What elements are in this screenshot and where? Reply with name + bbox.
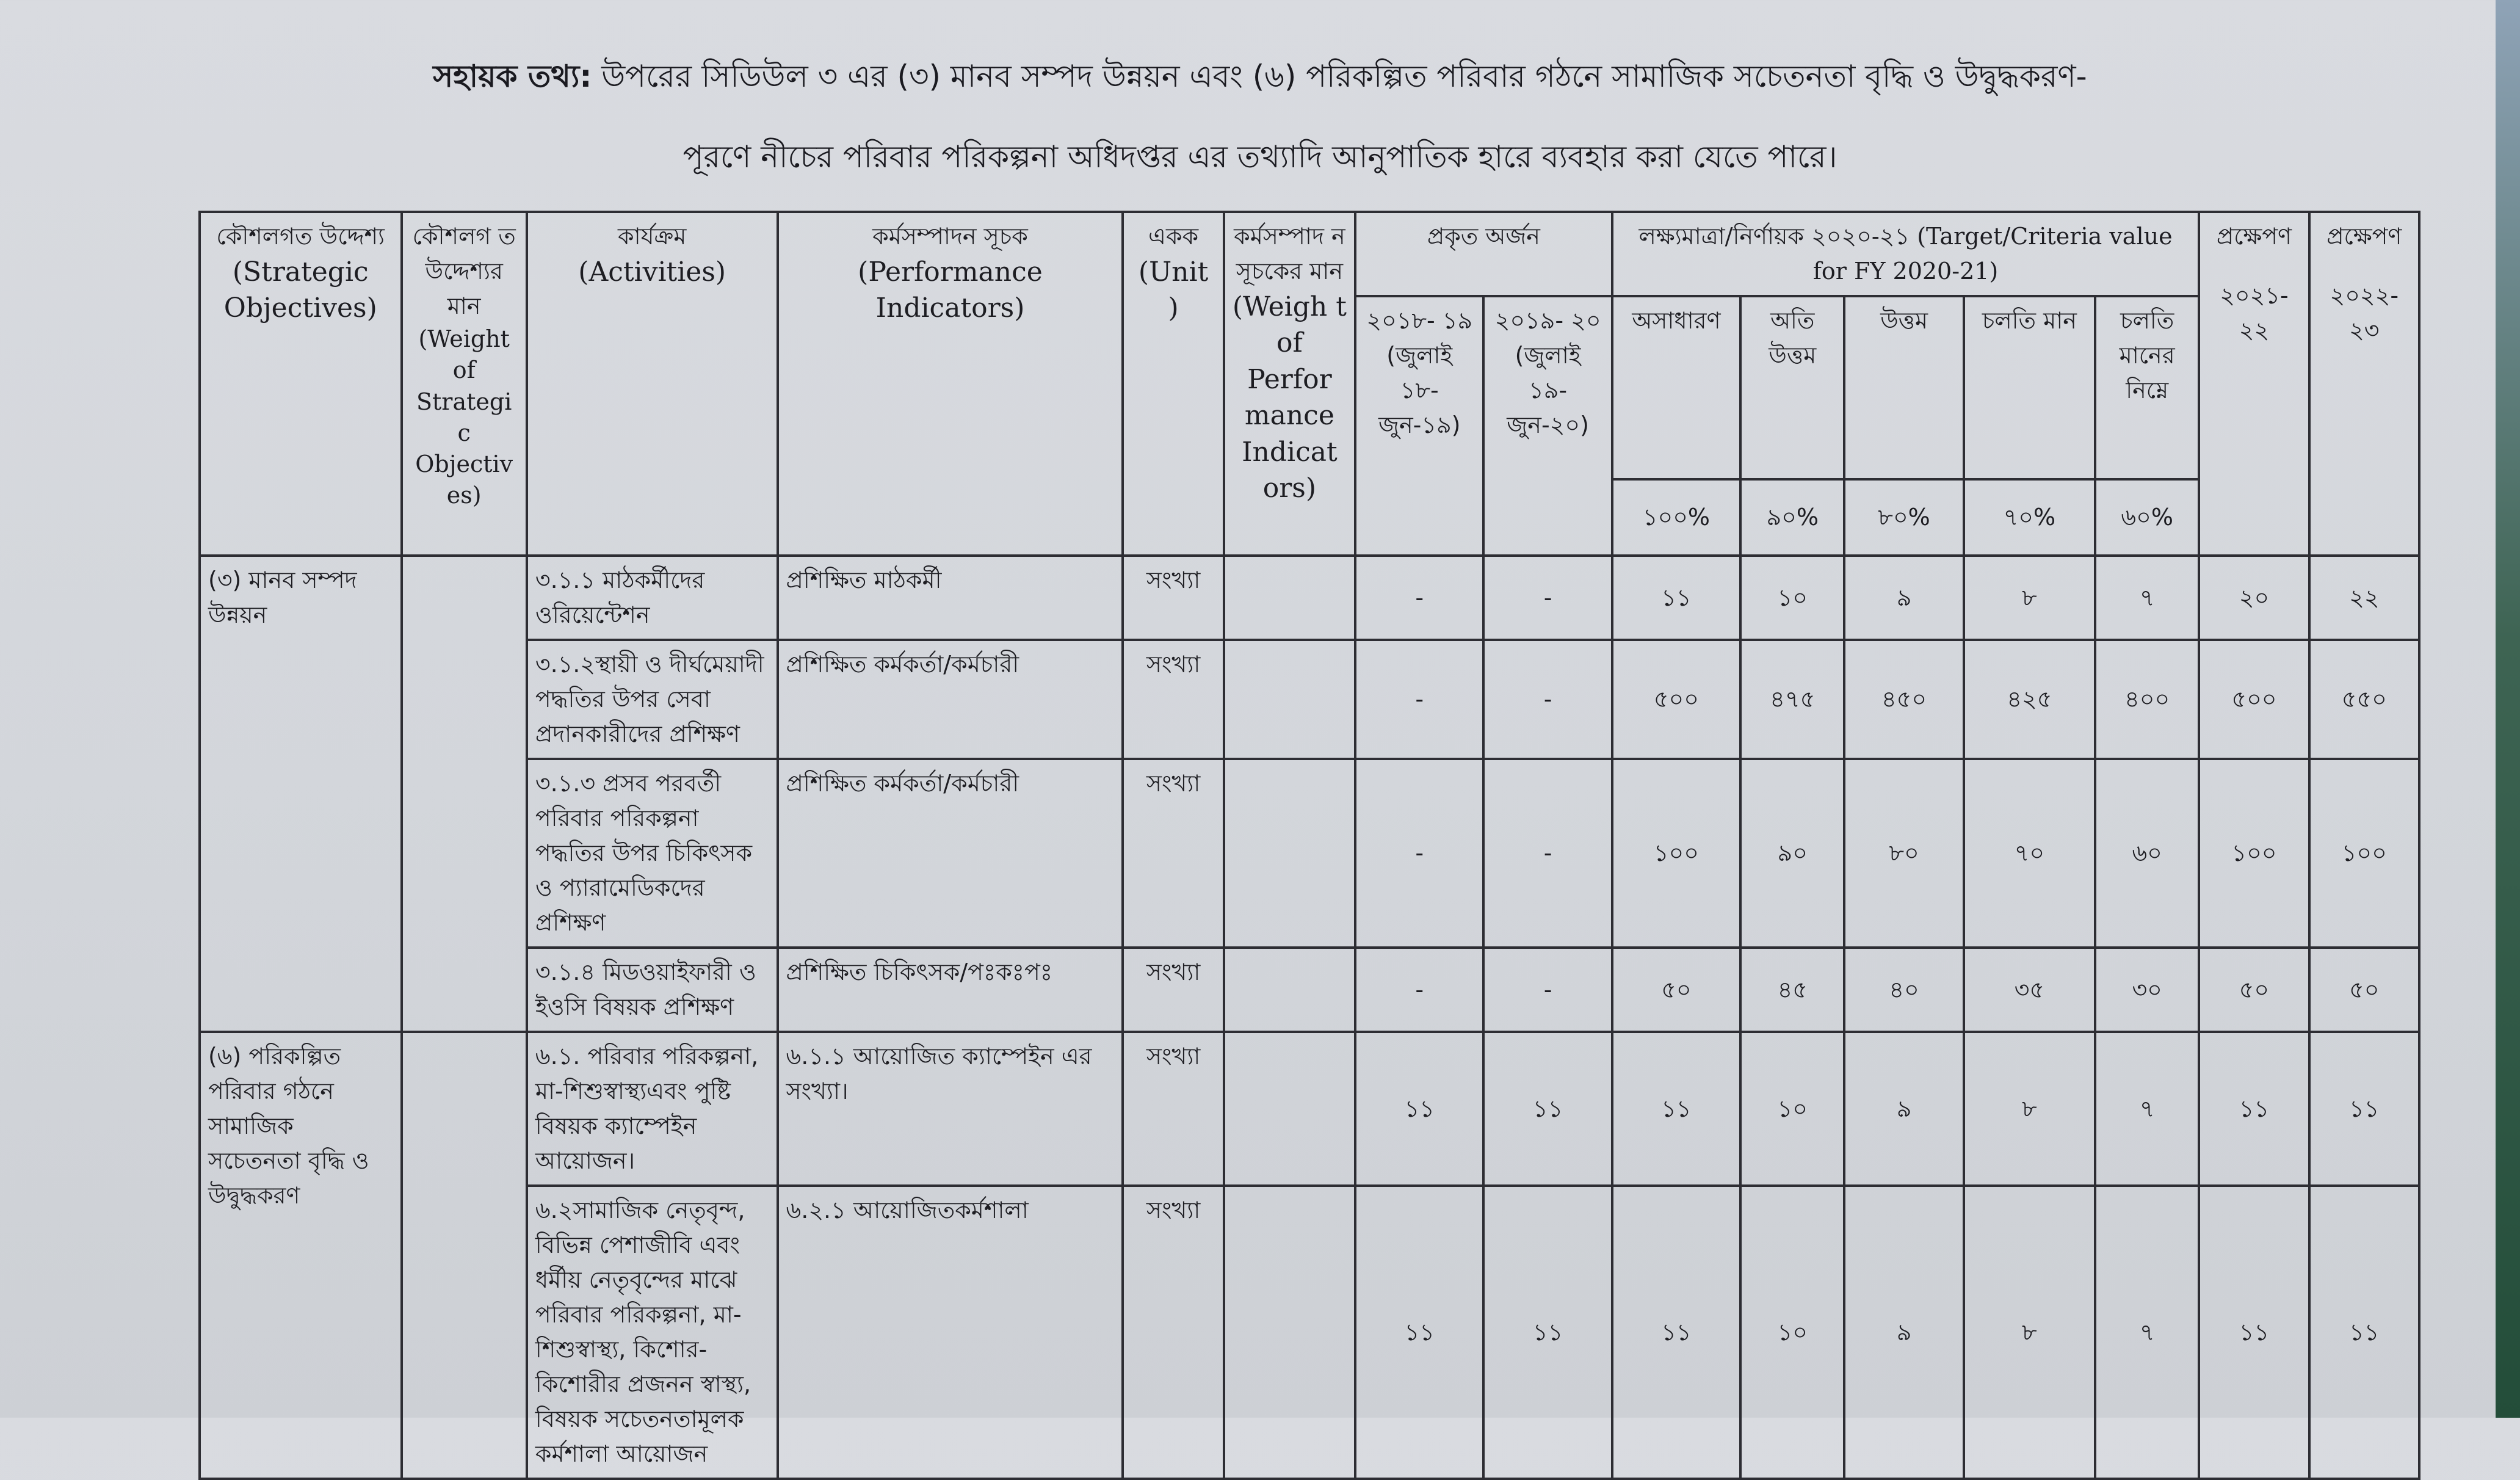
unit-cell: সংখ্যা xyxy=(1123,640,1223,759)
col-performance-indicators xyxy=(778,212,1123,556)
value-cell: ১০ xyxy=(1740,556,1844,640)
col-projection-1 xyxy=(2199,212,2309,556)
col-actual-2018-19: ২০১৮- ১৯ (জুলাই ১৮- জুন-১৯) xyxy=(1355,296,1483,556)
col-actual-2019-20: ২০১৯- ২০ (জুলাই ১৯- জুন-২০) xyxy=(1483,296,1612,556)
unit-cell: সংখ্যা xyxy=(1123,759,1223,948)
col-indicator-weight xyxy=(1224,212,1355,556)
value-cell: ৫০ xyxy=(2199,948,2309,1032)
col-fair: চলতি মান xyxy=(1964,296,2095,479)
value-cell: ৫০০ xyxy=(1612,640,1740,759)
objective-cell: (৩) মানব সম্পদ উন্নয়ন xyxy=(200,556,402,1032)
value-cell: ৬০ xyxy=(2095,759,2199,948)
table-row xyxy=(200,556,2419,640)
col-projection-2-label: প্রক্ষেপণ xyxy=(2326,223,2402,250)
col-performance-indicators-en: (Performance Indicators) xyxy=(858,256,1043,324)
unit-cell: সংখ্যা xyxy=(1123,1186,1223,1479)
value-cell: ১১ xyxy=(1612,1032,1740,1186)
col-very-good: অতি উত্তম xyxy=(1740,296,1844,479)
indicator-weight-cell xyxy=(1224,640,1355,759)
col-indicator-weight-en: (Weigh t of Perfor mance Indicat ors) xyxy=(1232,291,1347,504)
value-cell: ৭ xyxy=(2095,1186,2199,1479)
value-cell: ২২ xyxy=(2309,556,2419,640)
value-cell: ৮ xyxy=(1964,556,2095,640)
value-cell: ১১ xyxy=(2199,1186,2309,1479)
background-edge xyxy=(2496,0,2520,1418)
performance-table xyxy=(198,211,2420,1480)
value-cell: ১১ xyxy=(1483,1186,1612,1479)
value-cell: ১১ xyxy=(2309,1186,2419,1479)
value-cell: ১০০ xyxy=(1612,759,1740,948)
intro-line-2: পূরণে নীচের পরিবার পরিকল্পনা অধিদপ্তর এর তথ্যাদি আনুপাতিক হারে ব্যবহার করা যেতে পারে। xyxy=(682,139,1838,175)
col-target-criteria: লক্ষ্যমাত্রা/নির্ণায়ক ২০২০-২১ (Target/Criteria value for FY 2020-21) xyxy=(1612,212,2200,296)
value-cell: ৮ xyxy=(1964,1186,2095,1479)
col-projection-2021-22: ২০২১- ২২ xyxy=(2220,282,2289,344)
value-cell: ১১ xyxy=(2309,1032,2419,1186)
indicator-cell: প্রশিক্ষিত মাঠকর্মী xyxy=(778,556,1123,640)
value-cell: ২০ xyxy=(2199,556,2309,640)
indicator-cell: ৬.২.১ আয়োজিতকর্মশালা xyxy=(778,1186,1123,1479)
indicator-cell: প্রশিক্ষিত চিকিৎসক/পঃকঃপঃ xyxy=(778,948,1123,1032)
table-row xyxy=(200,948,2419,1032)
col-objective-weight xyxy=(402,212,527,556)
value-cell: - xyxy=(1355,759,1483,948)
value-cell: ১০০ xyxy=(2309,759,2419,948)
col-projection-2022-23: ২০২২- ২৩ xyxy=(2330,282,2399,344)
value-cell: ৯ xyxy=(1844,1186,1963,1479)
value-cell: ৩০ xyxy=(2095,948,2199,1032)
value-cell: - xyxy=(1483,948,1612,1032)
value-cell: ১০ xyxy=(1740,1186,1844,1479)
value-cell: ৮ xyxy=(1964,1032,2095,1186)
value-cell: ৯ xyxy=(1844,1032,1963,1186)
value-cell: ৪৫ xyxy=(1740,948,1844,1032)
value-cell: ১১ xyxy=(1612,556,1740,640)
value-cell: ৪০ xyxy=(1844,948,1963,1032)
intro-bold-label: সহায়ক তথ্য: xyxy=(433,59,592,94)
value-cell: ৭০ xyxy=(1964,759,2095,948)
col-extraordinary: অসাধারণ xyxy=(1612,296,1740,479)
value-cell: - xyxy=(1483,759,1612,948)
col-objective-weight-bn: কৌশলগ ত উদ্দেশ্যর মান xyxy=(412,223,516,319)
value-cell: - xyxy=(1483,640,1612,759)
value-cell: - xyxy=(1355,556,1483,640)
col-unit xyxy=(1123,212,1223,556)
value-cell: - xyxy=(1483,556,1612,640)
value-cell: ১১ xyxy=(1483,1032,1612,1186)
value-cell: ৪৭৫ xyxy=(1740,640,1844,759)
value-cell: ৪২৫ xyxy=(1964,640,2095,759)
intro-line-1 xyxy=(0,54,2520,104)
pct-extraordinary: ১০০% xyxy=(1612,479,1740,556)
pct-very-good: ৯০% xyxy=(1740,479,1844,556)
value-cell: ৮০ xyxy=(1844,759,1963,948)
table-row xyxy=(200,759,2419,948)
col-strategic-objectives xyxy=(200,212,402,556)
pct-below-fair: ৬০% xyxy=(2095,479,2199,556)
objective-cell: (৬) পরিকল্পিত পরিবার গঠনে সামাজিক সচেতনতা বৃদ্ধি ও উদ্বুদ্ধকরণ xyxy=(200,1032,402,1479)
value-cell: ৯০ xyxy=(1740,759,1844,948)
col-activities-en: (Activities) xyxy=(578,256,726,288)
col-projection-2 xyxy=(2309,212,2419,556)
table-row xyxy=(200,1186,2419,1479)
value-cell: ৩৫ xyxy=(1964,948,2095,1032)
value-cell: ৫০০ xyxy=(2199,640,2309,759)
indicator-cell: ৬.১.১ আয়োজিত ক্যাম্পেইন এর সংখ্যা। xyxy=(778,1032,1123,1186)
indicator-weight-cell xyxy=(1224,948,1355,1032)
pct-good: ৮০% xyxy=(1844,479,1963,556)
col-good: উত্তম xyxy=(1844,296,1963,479)
value-cell: ৪৫০ xyxy=(1844,640,1963,759)
value-cell: ৫০ xyxy=(2309,948,2419,1032)
value-cell: ৫০ xyxy=(1612,948,1740,1032)
col-below-fair: চলতি মানের নিম্নে xyxy=(2095,296,2199,479)
value-cell: ৪০০ xyxy=(2095,640,2199,759)
unit-cell: সংখ্যা xyxy=(1123,1032,1223,1186)
activity-cell: ৩.১.৪ মিডওয়াইফারী ও ইওসি বিষয়ক প্রশিক্ষণ xyxy=(527,948,778,1032)
unit-cell: সংখ্যা xyxy=(1123,556,1223,640)
pct-fair: ৭০% xyxy=(1964,479,2095,556)
indicator-weight-cell xyxy=(1224,759,1355,948)
col-indicator-weight-bn: কর্মসম্পাদ ন সূচকের মান xyxy=(1234,223,1345,285)
col-activities xyxy=(527,212,778,556)
value-cell: ১১ xyxy=(1612,1186,1740,1479)
objective-weight-cell xyxy=(402,1032,527,1479)
indicator-weight-cell xyxy=(1224,556,1355,640)
indicator-weight-cell xyxy=(1224,1032,1355,1186)
value-cell: ১১ xyxy=(2199,1032,2309,1186)
activity-cell: ৩.১.৩ প্রসব পরবর্তী পরিবার পরিকল্পনা পদ্ধতির উপর চিকিৎসক ও প্যারামেডিকদের প্রশিক্ষণ xyxy=(527,759,778,948)
value-cell: ৫৫০ xyxy=(2309,640,2419,759)
col-strategic-objectives-bn: কৌশলগত উদ্দেশ্য xyxy=(216,223,385,250)
col-strategic-objectives-en: (Strategic Objectives) xyxy=(223,256,377,324)
col-objective-weight-en: (Weight of Strategic Objectiv es) xyxy=(415,325,513,509)
value-cell: - xyxy=(1355,948,1483,1032)
indicator-cell: প্রশিক্ষিত কর্মকর্তা/কর্মচারী xyxy=(778,640,1123,759)
activity-cell: ৩.১.২স্থায়ী ও দীর্ঘমেয়াদী পদ্ধতির উপর সেবা প্রদানকারীদের প্রশিক্ষণ xyxy=(527,640,778,759)
value-cell: ৭ xyxy=(2095,1032,2199,1186)
value-cell: - xyxy=(1355,640,1483,759)
table-row xyxy=(200,1032,2419,1186)
value-cell: ১১ xyxy=(1355,1186,1483,1479)
value-cell: ১১ xyxy=(1355,1032,1483,1186)
col-activities-bn: কার্যক্রম xyxy=(618,223,687,250)
col-performance-indicators-bn: কর্মসম্পাদন সূচক xyxy=(872,223,1028,250)
col-unit-bn: একক xyxy=(1148,223,1199,250)
value-cell: ১০ xyxy=(1740,1032,1844,1186)
value-cell: ৭ xyxy=(2095,556,2199,640)
table-row xyxy=(200,640,2419,759)
col-unit-en: (Unit ) xyxy=(1138,256,1209,324)
indicator-cell: প্রশিক্ষিত কর্মকর্তা/কর্মচারী xyxy=(778,759,1123,948)
value-cell: ১০০ xyxy=(2199,759,2309,948)
objective-weight-cell xyxy=(402,556,527,1032)
activity-cell: ৬.১. পরিবার পরিকল্পনা, মা-শিশুস্বাস্থ্যএবং পুষ্টি বিষয়ক ক্যাম্পেইন আয়োজন। xyxy=(527,1032,778,1186)
col-projection-1-label: প্রক্ষেপণ xyxy=(2216,223,2292,250)
indicator-weight-cell xyxy=(1224,1186,1355,1479)
col-actual-achievement: প্রকৃত অর্জন xyxy=(1355,212,1612,296)
activity-cell: ৬.২সামাজিক নেতৃবৃন্দ, বিভিন্ন পেশাজীবি এবং ধর্মীয় নেতৃবৃন্দের মাঝে পরিবার পরিকল্পনা, মা-শিশুস্বাস্থ্য, কিশোর-কিশোরীর প্রজনন স্বাস্থ্য, বিষয়ক সচেতনতামূলক কর্মশালা আয়োজন xyxy=(527,1186,778,1479)
unit-cell: সংখ্যা xyxy=(1123,948,1223,1032)
activity-cell: ৩.১.১ মাঠকর্মীদের ওরিয়েন্টেশন xyxy=(527,556,778,640)
value-cell: ৯ xyxy=(1844,556,1963,640)
intro-line-1-text: উপরের সিডিউল ৩ এর (৩) মানব সম্পদ উন্নয়ন এবং (৬) পরিকল্পিত পরিবার গঠনে সামাজিক সচেতনতা বৃদ্ধি ও উদ্বুদ্ধকরণ- xyxy=(601,59,2087,94)
